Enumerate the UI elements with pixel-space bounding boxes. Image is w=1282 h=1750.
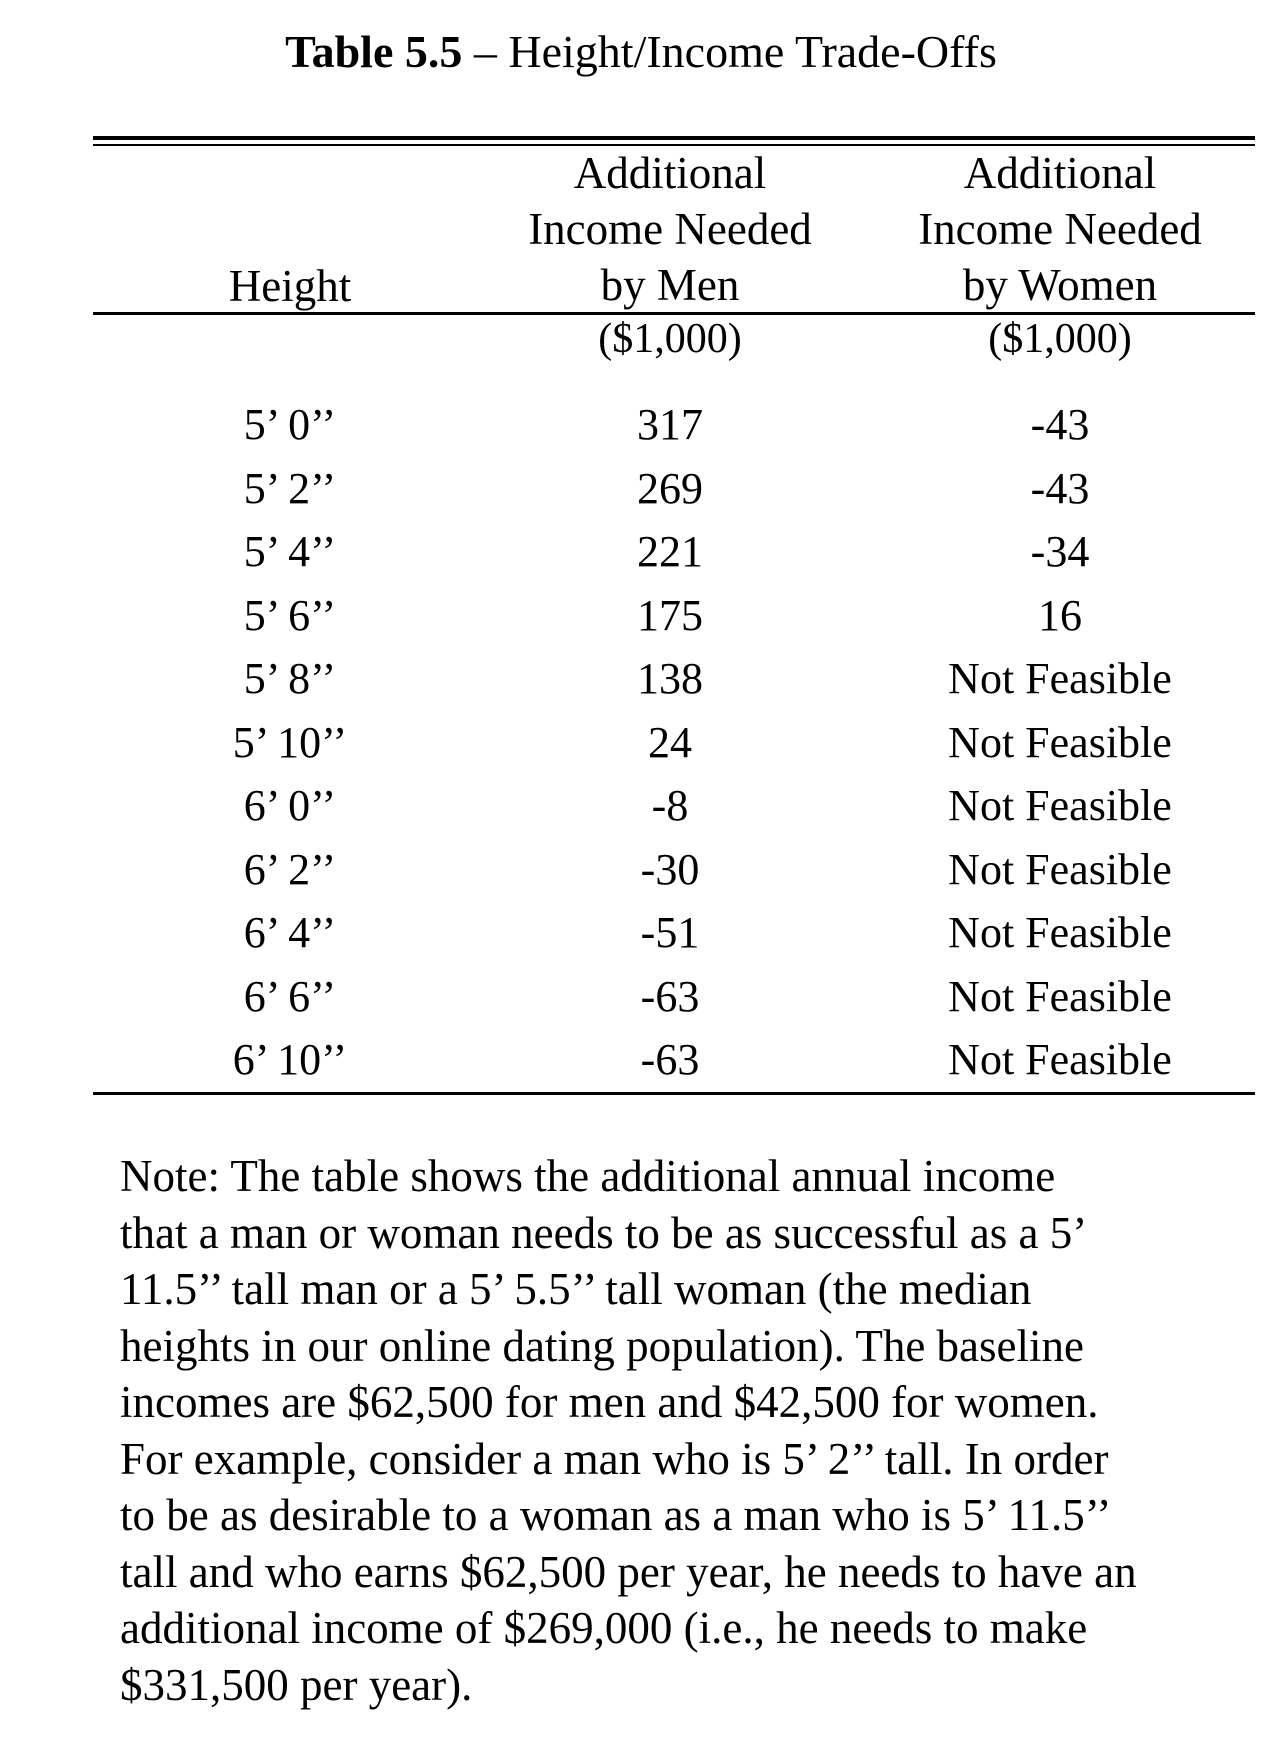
cell-women-income: Not Feasible [948,908,1172,957]
table-row [0,838,1282,902]
cell-women-income: Not Feasible [948,971,1172,1021]
table-row [0,1028,1282,1092]
note-line: that a man or woman needs to be as successful as a 5’ [120,1207,1088,1258]
table-row [0,647,1282,711]
header-men [470,145,870,367]
cell-height: 6’ 4’’ [243,908,337,957]
cell-men-income: 221 [637,527,703,576]
cell-men-income: -63 [640,1035,700,1084]
header-women [860,145,1260,367]
table-body [0,393,1282,1092]
bottom-rule [93,1092,1255,1095]
note-line: additional income of $269,000 (i.e., he needs to make [120,1603,1088,1653]
table-row [0,774,1282,838]
cell-men-income: -30 [640,844,700,894]
header-women-line-1: Additional [963,148,1157,198]
header-men-line-1: Additional [573,148,767,198]
cell-women-income: 16 [1038,590,1082,640]
cell-height: 6’ 6’’ [243,971,337,1021]
cell-women-income: Not Feasible [948,844,1172,894]
cell-women-income: -34 [1030,527,1090,576]
note-line: Note: The table shows the additional annual income [120,1151,1056,1201]
cell-height: 6’ 0’’ [243,781,337,830]
header-women-line-2: Income Needed [918,204,1202,254]
note-line: $331,500 per year). [120,1659,473,1710]
cell-height: 5’ 10’’ [232,717,348,767]
table-caption: – Height/Income Trade-Offs [462,26,997,77]
table-note [120,1148,1270,1713]
header-men-unit: ($1,000) [598,316,742,362]
table-title [0,22,1282,82]
cell-women-income: -43 [1030,463,1090,513]
cell-men-income: 175 [637,590,703,640]
table-row [0,457,1282,521]
cell-women-income: Not Feasible [948,781,1172,830]
cell-men-income: 138 [637,654,703,703]
cell-height: 5’ 6’’ [243,590,337,640]
cell-men-income: -63 [640,971,700,1021]
note-line: tall and who earns $62,500 per year, he needs to have an [120,1546,1137,1597]
cell-men-income: 317 [637,400,703,449]
cell-height: 6’ 10’’ [232,1035,348,1084]
header-women-line-3: by Women [962,260,1158,310]
note-line: incomes are $62,500 for men and $42,500 for women. [120,1377,1099,1427]
cell-height: 5’ 0’’ [243,400,337,449]
table-row [0,965,1282,1029]
cell-women-income: Not Feasible [948,1035,1172,1084]
note-line: heights in our online dating population). The baseline [120,1320,1084,1371]
note-line: For example, consider a man who is 5’ 2’’ tall. In order [120,1433,1109,1484]
cell-height: 5’ 2’’ [243,463,337,513]
cell-women-income: Not Feasible [948,717,1172,767]
table-row [0,901,1282,965]
cell-women-income: -43 [1030,400,1090,449]
table-row [0,584,1282,648]
cell-men-income: 24 [648,717,692,767]
top-rule-thick [93,136,1255,140]
cell-women-income: Not Feasible [948,654,1172,703]
header-men-line-3: by Men [600,260,740,310]
cell-height: 5’ 8’’ [243,654,337,703]
header-women-unit: ($1,000) [988,316,1132,362]
note-line: 11.5’’ tall man or a 5’ 5.5’’ tall woman (the median [120,1264,1032,1314]
cell-height: 6’ 2’’ [243,844,337,894]
header-height: Height [228,261,352,311]
header-rule [93,312,1255,315]
table-row [0,711,1282,775]
note-line: to be as desirable to a woman as a man who is 5’ 11.5’’ [120,1490,1112,1540]
cell-men-income: -51 [640,908,700,957]
cell-men-income: -8 [651,781,689,830]
header-men-line-2: Income Needed [528,204,812,254]
cell-height: 5’ 4’’ [243,527,337,576]
cell-men-income: 269 [637,463,703,513]
table-row [0,393,1282,457]
table-number: Table 5.5 [285,26,463,77]
table-row [0,520,1282,584]
